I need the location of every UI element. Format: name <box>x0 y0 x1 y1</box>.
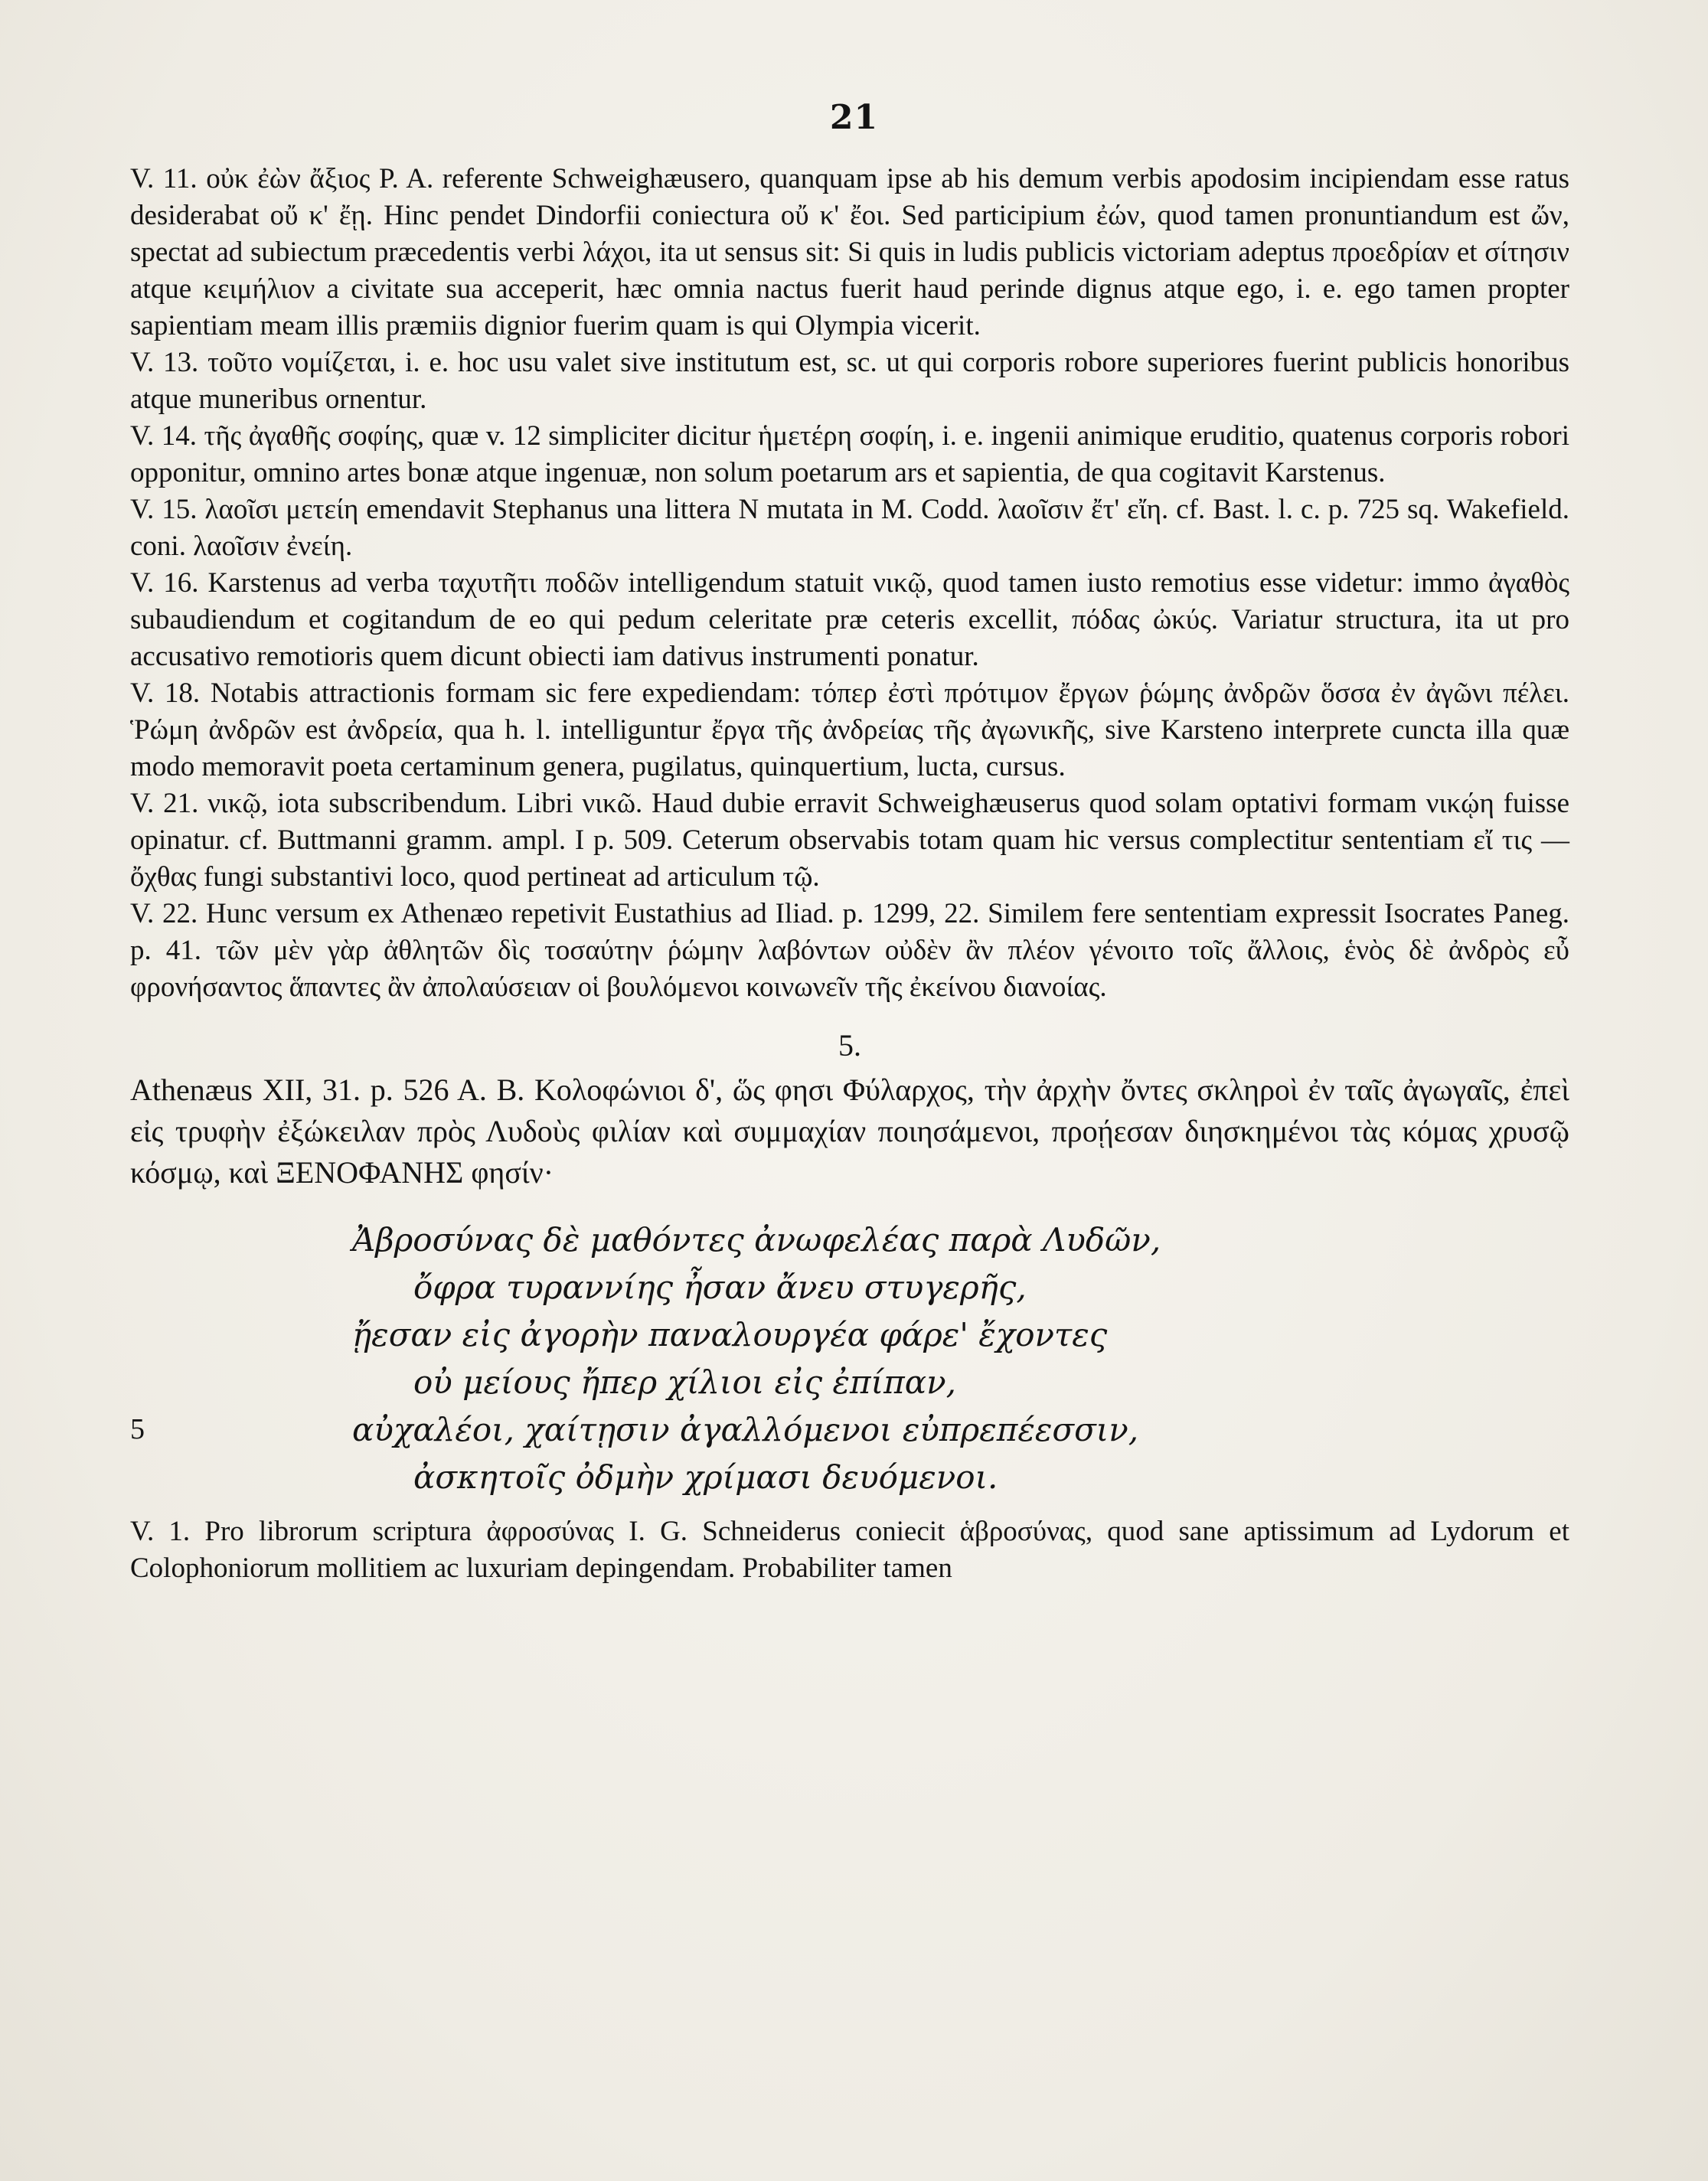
verse-block <box>130 1216 1569 1501</box>
verse-line-2: ὄφρα τυραννίης ἦσαν ἄνευ στυγερῆς, <box>413 1268 1027 1306</box>
note-v22: V. 22. Hunc versum ex Athenæo repetivit Eustathius ad Iliad. p. 1299, 22. Similem fere sententiam expressit Isocrates Paneg. p. 41. τῶν μὲν γὰρ ἀθλητῶν δὶς τοσαύτην ῥώμην λαβόντων οὐδὲν ἂν πλέον γένοιτο τοῖς ἄλλοις, ἑνὸς δὲ ἀνδρὸς εὖ φρονήσαντος ἅπαντες ἂν ἀπολαύσειαν οἱ βουλόμενοι κοινωνεῖν τῆς ἐκείνου διανοίας. <box>130 898 1569 1003</box>
verse-line-1: Ἀβροσύνας δὲ μαθόντες ἀνωφελέας παρὰ Λυδῶν, <box>352 1221 1161 1259</box>
note-verse-1: V. 1. Pro librorum scriptura ἀφροσύνας I. G. Schneiderus coniecit ἁβροσύνας, quod sane aptissimum ad Lydorum et Colophoniorum mollitiem ac luxuriam depingendam. Probabiliter tamen <box>130 1516 1569 1584</box>
page-body <box>130 161 1569 1587</box>
verse-line-5: αὐχαλέοι, χαίτῃσιν ἀγαλλόμενοι εὐπρεπέεσσιν, <box>352 1411 1139 1448</box>
note-v14: V. 14. τῆς ἀγαθῆς σοφίης, quæ v. 12 simpliciter dicitur ἡμετέρη σοφίη, i. e. ingenii animique eruditio, quatenus corporis robori opponitur, omnino artes bonæ atque ingenuæ, non solum poetarum ars et sapientia, de qua cogitavit Karstenus. <box>130 420 1569 488</box>
note-v16: V. 16. Karstenus ad verba ταχυτῆτι ποδῶν intelligendum statuit νικῷ, quod tamen iusto remotius esse videtur: immo ἀγαθὸς subaudiendum et cogitandum de eo qui pedum celeritate præ ceteris excellit, πόδας ὠκύς. Variatur structura, ita ut pro accusativo remotioris quem dicunt obiecti iam dativus instrumenti ponatur. <box>130 567 1569 672</box>
page-number: 21 <box>829 98 879 137</box>
note-v18: V. 18. Notabis attractionis formam sic fere expediendam: τόπερ ἐστὶ πρότιμον ἔργων ῥώμης ἀνδρῶν ὅσσα ἐν ἀγῶνι πέλει. Ῥώμη ἀνδρῶν est ἀνδρεία, qua h. l. intelliguntur ἔργα τῆς ἀνδρείας τῆς ἀγωνικῆς, sive Karsteno interprete cuncta illa quæ modo memoravit poeta certaminum genera, pugilatus, quinquertium, lucta, cursus. <box>130 677 1569 782</box>
section-intro: Athenæus XII, 31. p. 526 A. B. Κολοφώνιοι δ', ὥς φησι Φύλαρχος, τὴν ἀρχὴν ὄντες σκληροὶ ἐν ταῖς ἀγωγαῖς, ἐπεὶ εἰς τρυφὴν ἐξώκειλαν πρὸς Λυδοὺς φιλίαν καὶ συμμαχίαν ποιησάμενοι, προῄεσαν διησκημένοι τὰς κόμας χρυσῷ κόσμῳ, καὶ ΞΕΝΟΦΑΝΗΣ φησίν· <box>130 1073 1569 1190</box>
verse-line-number: 5 <box>130 1413 145 1445</box>
note-v13: V. 13. τοῦτο νομίζεται, i. e. hoc usu valet sive institutum est, sc. ut qui corporis robore superiores fuerint publicis honoribus atque muneribus ornentur. <box>130 347 1569 415</box>
section-number: 5. <box>838 1028 861 1063</box>
note-v21: V. 21. νικῷ, iota subscribendum. Libri νικῶ. Haud dubie erravit Schweighæuserus quod solam optativi formam νικῴη fuisse opinatur. cf. Buttmanni gramm. ampl. I p. 509. Ceterum observabis totam quam hic versus complectitur sententiam εἴ τις — ὄχθας fungi substantivi loco, quod pertineat ad articulum τῷ. <box>130 788 1569 893</box>
verse-line-6: ἀσκητοῖς ὀδμὴν χρίμασι δευόμενοι. <box>413 1458 998 1496</box>
verse-line-4: οὐ μείους ἤπερ χίλιοι εἰς ἐπίπαν, <box>413 1363 956 1401</box>
note-v11: V. 11. οὐκ ἐὼν ἄξιος P. A. referente Schweighæusero, quanquam ipse ab his demum verbis apodosim incipiendam esse ratus desiderabat οὔ κ' ἔῃ. Hinc pendet Dindorfii coniectura οὔ κ' ἔοι. Sed participium ἐών, quod tamen pronuntiandum est ὤν, spectat ad subiectum præcedentis verbi λάχοι, ita ut sensus sit: Si quis in ludis publicis victoriam adeptus προεδρίαν et σίτησιν atque κειμήλιον a civitate sua acceperit, hæc omnia nactus fuerit haud perinde dignus atque ego, i. e. ego tamen propter sapientiam meam illis præmiis dignior fuerim quam is qui Olympia vicerit. <box>130 163 1569 341</box>
verse-line-5-wrap <box>130 1406 1569 1454</box>
note-v15: V. 15. λαοῖσι μετείη emendavit Stephanus una littera N mutata in M. Codd. λαοῖσιν ἔτ' εἴη. cf. Bast. l. c. p. 725 sq. Wakefield. coni. λαοῖσιν ἐνείη. <box>130 494 1569 562</box>
verse-line-3: ᾔεσαν εἰς ἀγορὴν παναλουργέα φάρε' ἔχοντες <box>352 1316 1108 1353</box>
